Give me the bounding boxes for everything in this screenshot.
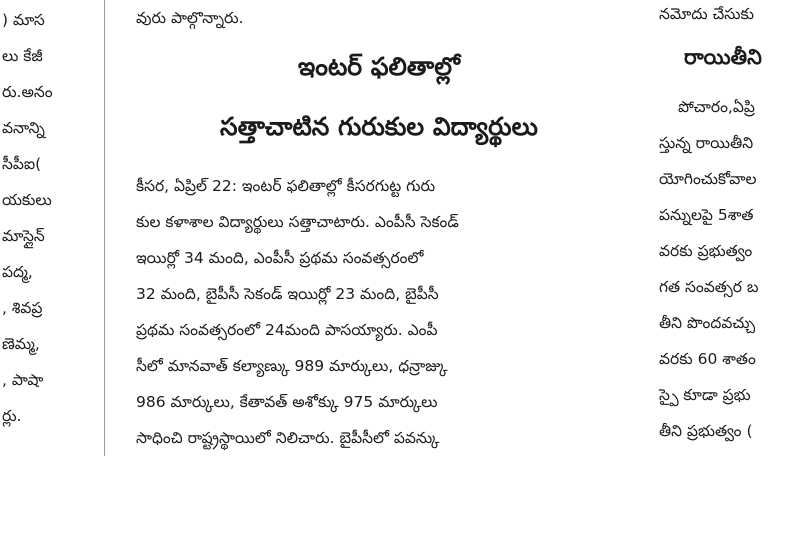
article-line: కుల కళాశాల విద్యార్థులు సత్తాచాటారు. ఎంపీసీ సెకండ్ bbox=[136, 213, 459, 231]
left-column-line: యకులు bbox=[2, 191, 52, 209]
article-line: సాధించి రాష్ట్రస్థాయిలో నిలిచారు. బైపీసీలో పవన్కు bbox=[136, 429, 440, 447]
right-column-line: తీని పొందవచ్చు bbox=[659, 314, 756, 332]
right-column-line: స్తున్న రాయితీని bbox=[659, 134, 754, 152]
right-column-line: యోగించుకోవాల bbox=[659, 170, 757, 188]
column-divider bbox=[104, 0, 105, 456]
right-column-line: పన్నులపై 5శాత bbox=[659, 206, 754, 224]
left-column-line: ర్లు. bbox=[2, 407, 22, 425]
top-fragment: వురు పాల్గొన్నారు. bbox=[136, 9, 244, 27]
right-column bbox=[656, 0, 800, 460]
left-column-line: , శివప్ర bbox=[2, 299, 43, 317]
left-column-line: రు.అనం bbox=[2, 83, 53, 101]
right-column-line: స్పై కూడా ప్రభు bbox=[659, 386, 751, 404]
left-column-line: , పాషా bbox=[2, 371, 44, 389]
headline-line-2: సత్తాచాటిన గురుకుల విద్యార్థులు bbox=[220, 112, 538, 141]
left-column-line: వనాన్ని bbox=[2, 119, 45, 137]
left-column-line: సీపీఐ( bbox=[2, 155, 42, 173]
right-headline: రాయితీని bbox=[684, 45, 762, 69]
article-line: ఇయిర్లో 34 మంది, ఎంపీసీ ప్రథమ సంవత్సరంలో bbox=[136, 249, 424, 267]
article-line: కీసర, ఏప్రిల్ 22: ఇంటర్ ఫలితాల్లో కీసరగుట్ట గురు bbox=[136, 177, 436, 195]
article-line: 986 మార్కులు, కేతావత్ అశోక్కు 975 మార్కులు bbox=[136, 393, 438, 411]
left-column-line: ) మాస bbox=[2, 11, 45, 29]
left-column-line: లు కేజీ bbox=[2, 47, 43, 65]
article-line: 32 మంది, బైపీసీ సెకండ్ ఇయిర్లో 23 మంది, బైపీసీ bbox=[136, 285, 439, 303]
right-column-line: తీని ప్రభుత్వం ( bbox=[659, 422, 753, 440]
article-line: ప్రథమ సంవత్సరంలో 24మంది పాసయ్యారు. ఎంపీ bbox=[136, 321, 438, 339]
article-line: సీలో మానవాత్ కల్యాణ్కు 989 మార్కులు, ధన్రాజ్కు bbox=[136, 357, 448, 375]
left-column-line: మాస్లైన్ bbox=[2, 227, 45, 245]
right-column-line: గత సంవత్సర బ bbox=[659, 278, 759, 296]
right-column-line: వరకు ప్రభుత్వం bbox=[659, 242, 753, 260]
page-margin bbox=[0, 460, 800, 541]
main-article bbox=[108, 0, 650, 460]
right-column-line: పోచారం,ఏప్రి bbox=[678, 98, 755, 116]
left-column-line: పద్మ, bbox=[2, 263, 33, 281]
left-column bbox=[0, 0, 100, 460]
right-column-line: వరకు 60 శాతం bbox=[659, 350, 756, 368]
left-column-line: ణెమ్మ, bbox=[2, 335, 40, 353]
headline-line-1: ఇంటర్ ఫలితాల్లో bbox=[298, 52, 460, 81]
right-top-fragment: నమోదు చేసుకు bbox=[659, 5, 754, 23]
